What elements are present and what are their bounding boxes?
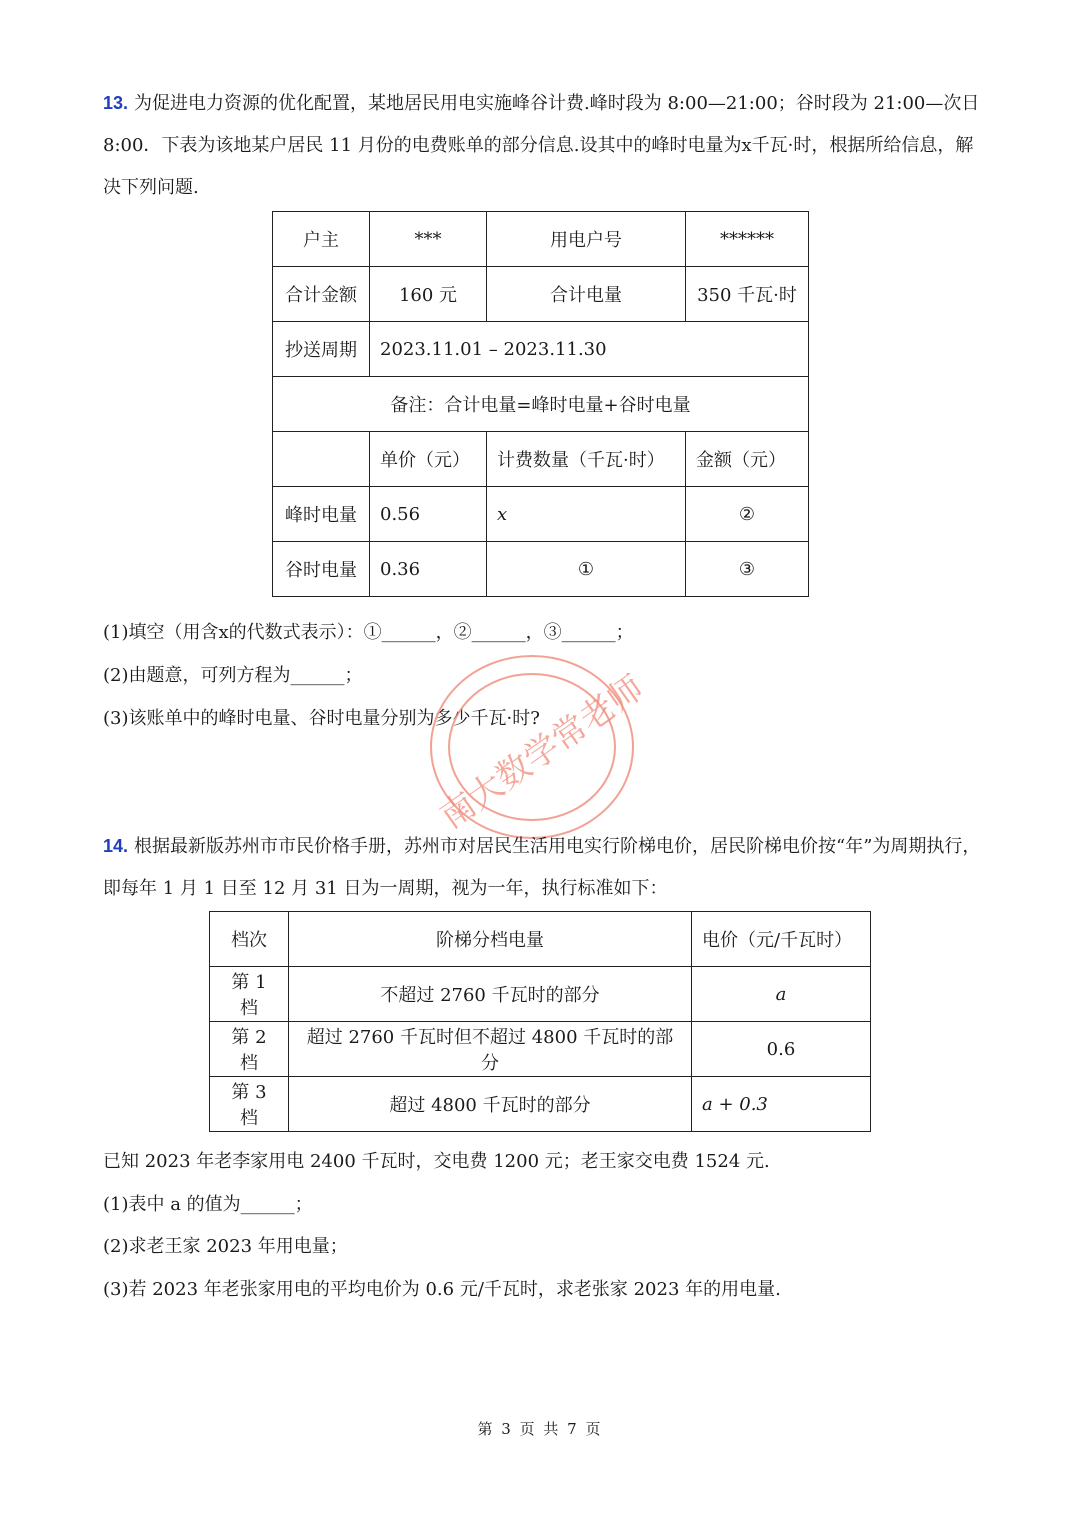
table-cell: 0.56	[370, 487, 487, 542]
watermark-text: 南大数学常老师	[433, 667, 651, 838]
table-cell: 0.6	[692, 1022, 871, 1077]
total-amount-label: 合计金额	[273, 267, 370, 322]
header-cell: 档次	[210, 912, 289, 967]
q13-number: 13.	[103, 93, 129, 113]
q14-part2: (2)求老王家 2023 年用电量；	[103, 1236, 348, 1257]
header-cell: 金额（元）	[686, 432, 809, 487]
table-row	[273, 487, 809, 542]
page-footer: 第 3 页 共 7 页	[477, 1420, 603, 1438]
q13-part1: (1)填空（用含x的代数式表示）：①______，②______，③______；	[103, 622, 634, 643]
bill-table	[272, 211, 809, 597]
table-cell: a	[692, 967, 871, 1022]
table-cell: 不超过 2760 千瓦时的部分	[289, 967, 692, 1022]
owner-value: ***	[370, 212, 487, 267]
total-amount-value: 160 元	[370, 267, 487, 322]
table-cell: ②	[686, 487, 809, 542]
period-value: 2023.11.01 – 2023.11.30	[370, 322, 809, 377]
header-cell	[273, 432, 370, 487]
table-row	[210, 967, 871, 1022]
table-cell: x	[487, 487, 686, 542]
table-header-row	[273, 432, 809, 487]
period-label: 抄送周期	[273, 322, 370, 377]
q14-number: 14.	[103, 836, 129, 856]
tier-table	[209, 911, 871, 1132]
account-value: ******	[686, 212, 809, 267]
header-cell: 计费数量（千瓦·时）	[487, 432, 686, 487]
q14-given: 已知 2023 年老李家用电 2400 千瓦时，交电费 1200 元；老王家交电费 1524 元.	[103, 1151, 770, 1172]
owner-label: 户主	[273, 212, 370, 267]
table-cell: 超过 4800 千瓦时的部分	[289, 1077, 692, 1132]
table-row	[273, 322, 809, 377]
table-header-row	[210, 912, 871, 967]
table-cell: 超过 2760 千瓦时但不超过 4800 千瓦时的部分	[289, 1022, 692, 1077]
q13-part2: (2)由题意，可列方程为______；	[103, 665, 363, 686]
table-cell: ③	[686, 542, 809, 597]
table-row	[273, 542, 809, 597]
total-power-label: 合计电量	[487, 267, 686, 322]
q13-intro-text: 为促进电力资源的优化配置，某地居民用电实施峰谷计费.峰时段为 8:00—21:00；谷时段为 21:00—次日 8:00．下表为该地某户居民 11 月份的电费账单的部分信息.设其中的峰时电量为x千瓦·时，根据所给信息，解决下列问题.	[103, 93, 980, 198]
table-cell: 第 1 档	[210, 967, 289, 1022]
watermark-stamp	[420, 655, 660, 845]
table-row	[210, 1077, 871, 1132]
q14-intro-text: 根据最新版苏州市市民价格手册，苏州市对居民生活用电实行阶梯电价，居民阶梯电价按“年”为周期执行，即每年 1 月 1 日至 12 月 31 日为一周期，视为一年，执行标准如下：	[103, 836, 981, 899]
table-cell: ①	[487, 542, 686, 597]
account-label: 用电户号	[487, 212, 686, 267]
table-row	[273, 212, 809, 267]
q14-intro	[103, 825, 983, 910]
table-row	[273, 267, 809, 322]
header-cell: 电价（元/千瓦时）	[692, 912, 871, 967]
q13-part3: (3)该账单中的峰时电量、谷时电量分别为多少千瓦·时?	[103, 708, 540, 729]
note: 备注：合计电量=峰时电量+谷时电量	[273, 377, 809, 432]
header-cell: 阶梯分档电量	[289, 912, 692, 967]
table-cell: 第 2 档	[210, 1022, 289, 1077]
table-cell: 第 3 档	[210, 1077, 289, 1132]
q14-part3: (3)若 2023 年老张家用电的平均电价为 0.6 元/千瓦时，求老张家 2023 年的用电量.	[103, 1279, 781, 1300]
table-cell: 0.36	[370, 542, 487, 597]
total-power-value: 350 千瓦·时	[686, 267, 809, 322]
q14-part1: (1)表中 a 的值为______；	[103, 1194, 313, 1215]
header-cell: 单价（元）	[370, 432, 487, 487]
table-row	[273, 377, 809, 432]
table-cell: 峰时电量	[273, 487, 370, 542]
table-cell: 谷时电量	[273, 542, 370, 597]
q13-intro	[103, 82, 983, 209]
table-cell: a + 0.3	[692, 1077, 871, 1132]
table-row	[210, 1022, 871, 1077]
